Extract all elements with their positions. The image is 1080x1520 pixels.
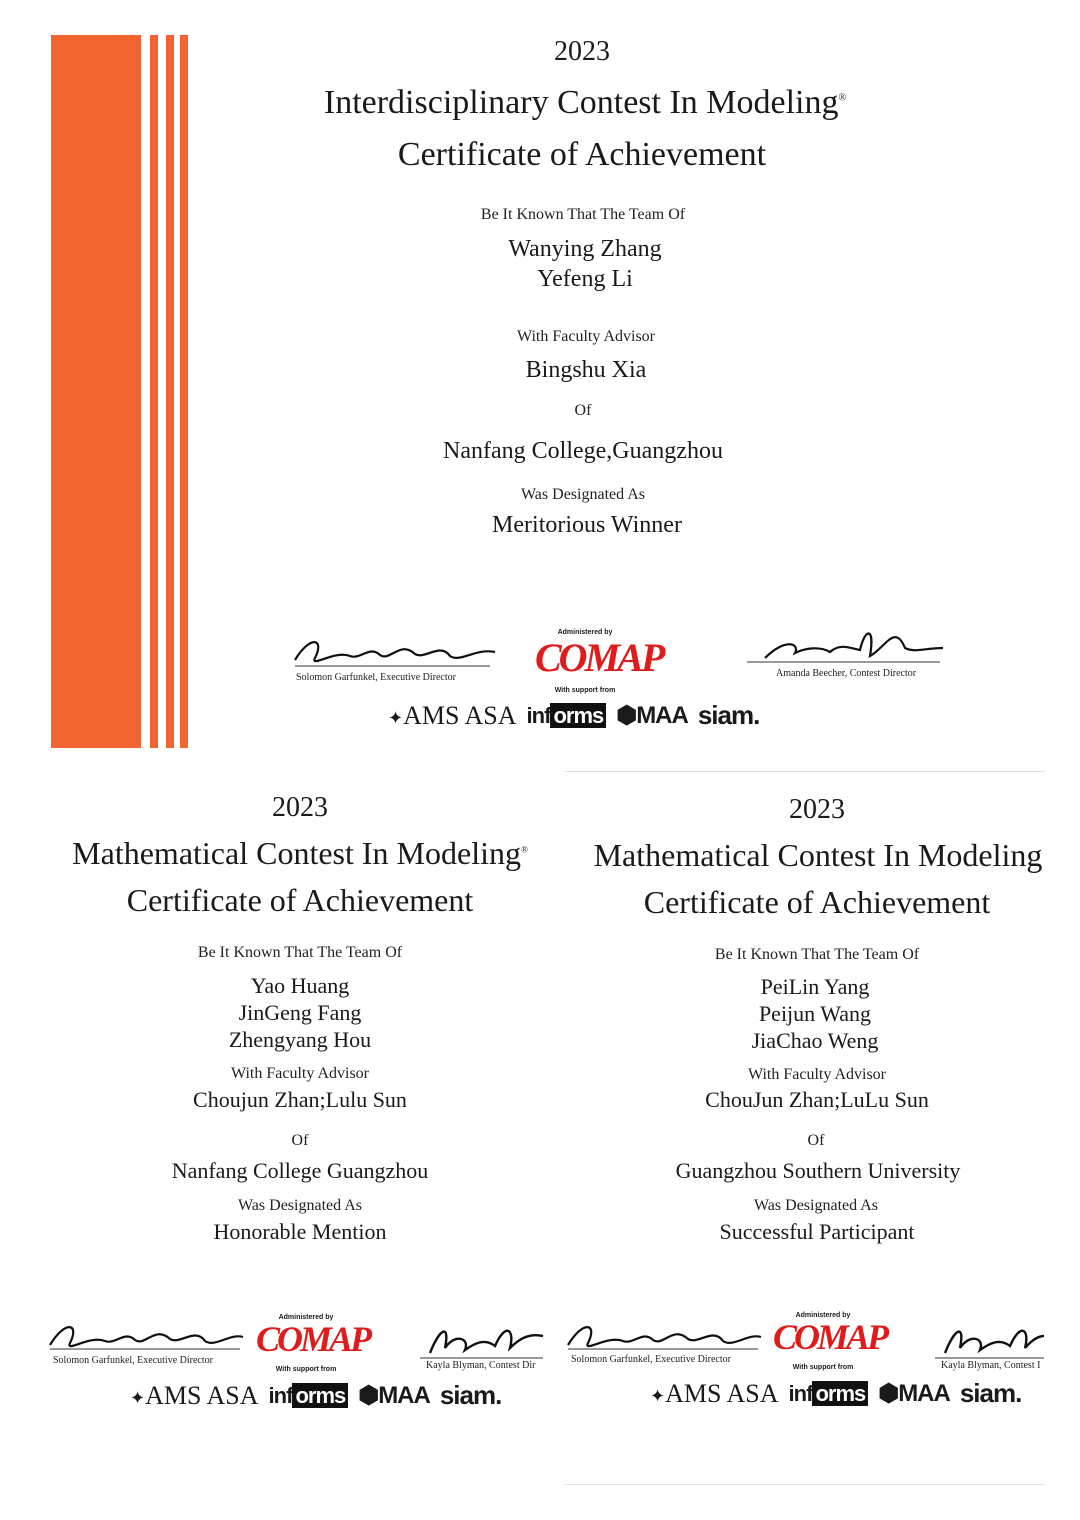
informs-logo: inf orms bbox=[789, 1381, 869, 1407]
known-label: Be It Known That The Team Of bbox=[480, 206, 686, 223]
comap-logo: COMAP bbox=[773, 1317, 887, 1357]
administered-label: Administered by bbox=[278, 1314, 334, 1321]
signature-left-label: Solomon Garfunkel, Executive Director bbox=[53, 1355, 213, 1366]
team-member: Wanying Zhang bbox=[508, 236, 662, 262]
year: 2023 bbox=[789, 794, 845, 825]
signature-right-label: Kayla Blyman, Contest Dir bbox=[426, 1360, 536, 1371]
signature-garfunkel bbox=[563, 1315, 763, 1357]
signature-right-label: Kayla Blyman, Contest I bbox=[941, 1360, 1041, 1371]
support-label: With support from bbox=[792, 1364, 854, 1371]
signature-blyman bbox=[930, 1318, 1045, 1362]
maa-logo: ⬢MAA bbox=[616, 702, 688, 729]
support-label: With support from bbox=[554, 687, 616, 694]
siam-logo: siam. bbox=[959, 1378, 1022, 1408]
contest-title: Mathematical Contest In Modeling bbox=[593, 837, 1043, 873]
team-member: Peijun Wang bbox=[758, 1001, 872, 1026]
school-name: Guangzhou Southern University bbox=[675, 1158, 961, 1183]
signature-blyman bbox=[415, 1318, 545, 1362]
certificate-title: Certificate of Achievement bbox=[397, 136, 767, 173]
year: 2023 bbox=[554, 36, 610, 67]
ams-logo: ✦AMS ASA bbox=[650, 1378, 779, 1408]
advisor-label: With Faculty Advisor bbox=[516, 328, 655, 345]
advisor-label: With Faculty Advisor bbox=[747, 1066, 886, 1083]
ams-logo: ✦AMS ASA bbox=[388, 700, 517, 730]
award-name: Meritorious Winner bbox=[492, 512, 682, 538]
sponsor-logos bbox=[388, 700, 759, 731]
certificate-title: Certificate of Achievement bbox=[643, 884, 991, 920]
comap-logo: COMAP bbox=[256, 1319, 370, 1359]
orange-stripe-thin-3 bbox=[180, 35, 188, 748]
designated-label: Was Designated As bbox=[237, 1197, 363, 1214]
award-name: Successful Participant bbox=[719, 1219, 915, 1244]
of-label: Of bbox=[574, 402, 592, 419]
signature-left-label: Solomon Garfunkel, Executive Director bbox=[296, 672, 456, 683]
divider-line-bottom bbox=[565, 1484, 1045, 1485]
school-name: Nanfang College,Guangzhou bbox=[443, 438, 723, 464]
support-label: With support from bbox=[275, 1366, 337, 1373]
siam-logo: siam. bbox=[697, 700, 760, 730]
designated-label: Was Designated As bbox=[753, 1197, 879, 1214]
team-member: Zhengyang Hou bbox=[228, 1027, 372, 1052]
contest-title: Mathematical Contest In Modeling® bbox=[72, 835, 528, 871]
advisor-name: Bingshu Xia bbox=[525, 357, 647, 383]
informs-logo: inf orms bbox=[527, 703, 607, 729]
sponsor-logos bbox=[650, 1378, 1021, 1409]
orange-stripe-thin-2 bbox=[166, 35, 174, 748]
maa-logo: ⬢MAA bbox=[878, 1380, 950, 1407]
year: 2023 bbox=[272, 792, 328, 823]
signature-left-label: Solomon Garfunkel, Executive Director bbox=[571, 1354, 731, 1365]
divider-line bbox=[565, 771, 1045, 772]
team-member: JinGeng Fang bbox=[238, 1000, 362, 1025]
known-label: Be It Known That The Team Of bbox=[197, 944, 403, 961]
award-name: Honorable Mention bbox=[213, 1219, 387, 1244]
advisor-name: ChouJun Zhan;LuLu Sun bbox=[705, 1087, 929, 1112]
advisor-label: With Faculty Advisor bbox=[230, 1065, 369, 1082]
team-member: Yao Huang bbox=[250, 973, 350, 998]
school-name: Nanfang College Guangzhou bbox=[171, 1158, 429, 1183]
comap-logo: COMAP bbox=[535, 635, 663, 680]
ams-logo: ✦AMS ASA bbox=[130, 1380, 259, 1410]
orange-stripe-thin-1 bbox=[150, 35, 158, 748]
team-member: PeiLin Yang bbox=[760, 974, 870, 999]
team-member: JiaChao Weng bbox=[751, 1028, 879, 1053]
administered-label: Administered by bbox=[795, 1312, 851, 1319]
designated-label: Was Designated As bbox=[520, 486, 646, 503]
contest-title: Interdisciplinary Contest In Modeling® bbox=[323, 84, 847, 121]
siam-logo: siam. bbox=[439, 1380, 502, 1410]
signature-garfunkel bbox=[290, 630, 500, 674]
of-label: Of bbox=[291, 1132, 309, 1149]
certificate-title: Certificate of Achievement bbox=[126, 882, 474, 918]
maa-logo: ⬢MAA bbox=[358, 1382, 430, 1409]
of-label: Of bbox=[807, 1132, 825, 1149]
informs-logo: inf orms bbox=[269, 1383, 349, 1409]
known-label: Be It Known That The Team Of bbox=[714, 946, 920, 963]
signature-garfunkel bbox=[45, 1315, 245, 1357]
sponsor-logos bbox=[130, 1380, 501, 1411]
advisor-name: Choujun Zhan;Lulu Sun bbox=[193, 1087, 407, 1112]
administered-label: Administered by bbox=[557, 629, 613, 636]
orange-stripe-wide bbox=[51, 35, 141, 748]
signature-right-label: Amanda Beecher, Contest Director bbox=[776, 668, 917, 679]
team-member: Yefeng Li bbox=[537, 266, 633, 292]
signature-beecher bbox=[745, 618, 945, 668]
